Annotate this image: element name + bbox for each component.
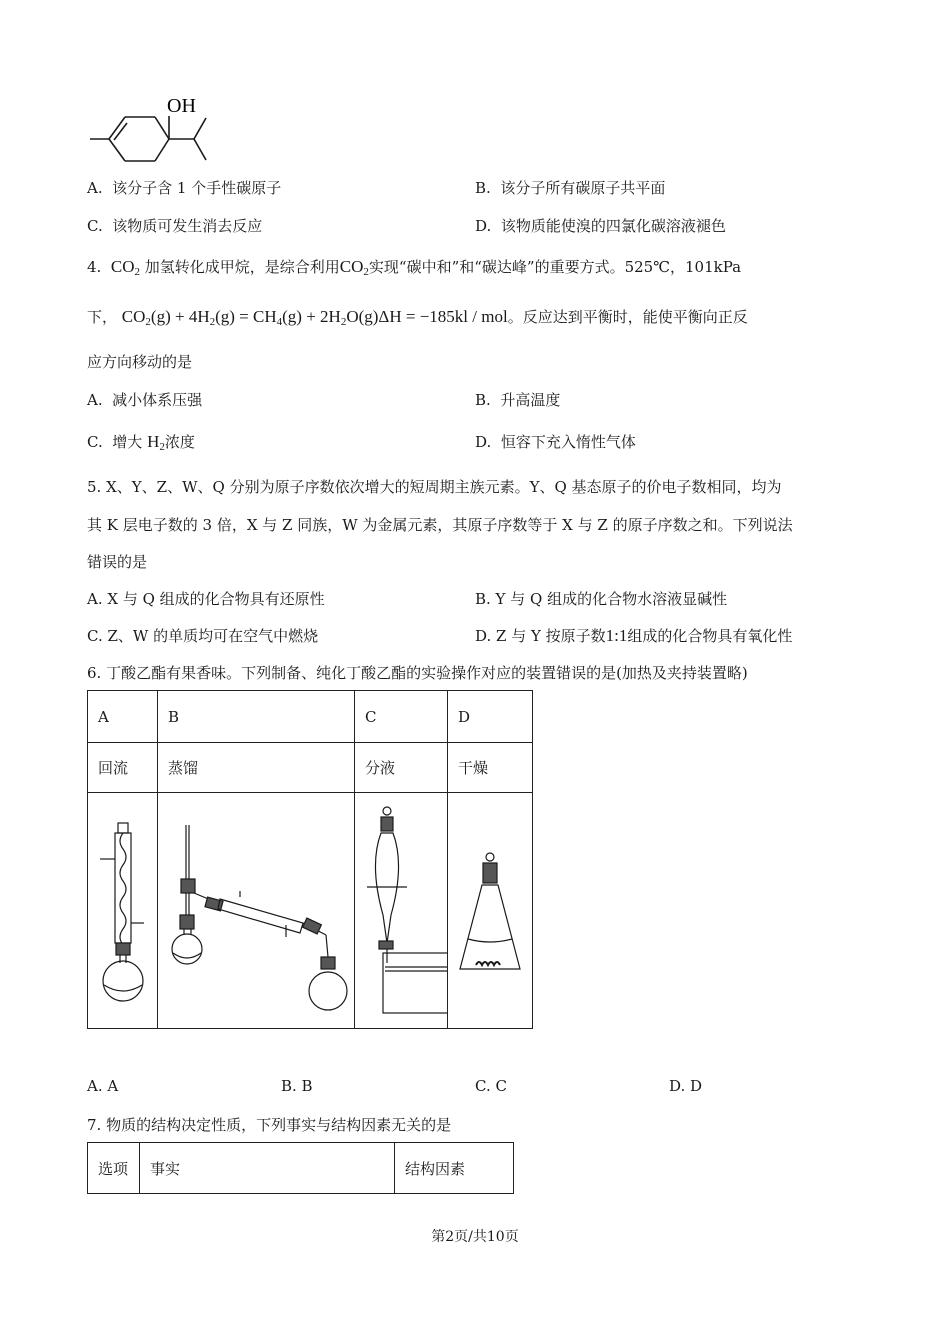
q6-option-c: C. C	[475, 1077, 507, 1095]
molecule-option-a: A. 该分子含 1 个手性碳原子	[87, 179, 282, 197]
table-row	[88, 743, 533, 793]
q4-option-c: C. 增大 $H_2$浓度	[87, 432, 195, 453]
reflux-condenser-icon	[88, 795, 157, 1027]
q4-line1: 4. $CO_2$ 加氢转化成甲烷，是综合利用$CO_2$实现“碳中和”和“碳达峰”的重要方式。525℃，101kPa	[87, 257, 742, 278]
q5-line2: 其 K 层电子数的 3 倍，X 与 Z 同族，W 为金属元素，其原子序数等于 X 与 Z 的原子序数之和。下列说法	[87, 516, 793, 534]
q6-apparatus-table	[87, 690, 533, 1029]
q7-table	[87, 1142, 514, 1194]
apparatus-d-cell	[448, 793, 533, 1029]
header-d: D	[448, 691, 533, 743]
header-b: B	[158, 691, 355, 743]
molecule-option-d: D. 该物质能使溴的四氯化碳溶液褪色	[475, 217, 726, 235]
table-row	[88, 1143, 514, 1194]
oh-label: OH	[167, 95, 196, 117]
table-row	[88, 793, 533, 1029]
q5-line3: 错误的是	[87, 553, 148, 571]
q4-line3: 应方向移动的是	[87, 353, 193, 371]
header-c: C	[355, 691, 448, 743]
q6-option-b: B. B	[281, 1077, 313, 1095]
q7-header-fact: 事实	[140, 1143, 395, 1194]
molecule-option-b: B. 该分子所有碳原子共平面	[475, 179, 666, 197]
q5-option-c: C. Z、W 的单质均可在空气中燃烧	[87, 627, 319, 645]
operation-d: 干燥	[448, 743, 533, 793]
q5-line1: 5. X、Y、Z、W、Q 分别为原子序数依次增大的短周期主族元素。Y、Q 基态原子的价电子数相同，均为	[87, 478, 782, 496]
q6-question: 6. 丁酸乙酯有果香味。下列制备、纯化丁酸乙酯的实验操作对应的装置错误的是(加热及夹持装置略)	[87, 664, 748, 682]
distillation-setup-icon	[158, 795, 354, 1027]
q4-option-d: D. 恒容下充入惰性气体	[475, 433, 636, 451]
operation-b: 蒸馏	[158, 743, 355, 793]
header-a: A	[88, 691, 158, 743]
q4-option-b: B. 升高温度	[475, 391, 561, 409]
apparatus-c-cell	[355, 793, 448, 1029]
q6-option-d: D. D	[669, 1077, 703, 1095]
q7-header-option: 选项	[88, 1143, 140, 1194]
q5-option-a: A. X 与 Q 组成的化合物具有还原性	[87, 590, 325, 608]
q4-option-a: A. 减小体系压强	[87, 391, 203, 409]
q5-option-b: B. Y 与 Q 组成的化合物水溶液显碱性	[475, 590, 728, 608]
q7-question: 7. 物质的结构决定性质，下列事实与结构因素无关的是	[87, 1116, 452, 1134]
separatory-funnel-icon	[355, 795, 447, 1027]
q6-option-a: A. A	[87, 1077, 119, 1095]
apparatus-a-cell	[88, 793, 158, 1029]
molecule-svg	[85, 92, 225, 172]
molecule-option-c: C. 该物质可发生消去反应	[87, 217, 263, 235]
q4-line2: 下， $CO_2(g) + 4H_2(g) = CH_4(g) + 2H_2O(g)\Delta H = -185kl$ / mol。反应达到平衡时，能使平衡向正反	[87, 307, 748, 328]
q7-header-structure: 结构因素	[395, 1143, 514, 1194]
q5-option-d: D. Z 与 Y 按原子数1:1组成的化合物具有氧化性	[475, 626, 793, 645]
drying-flask-icon	[448, 795, 532, 1027]
molecule-bonds	[90, 116, 206, 161]
operation-c: 分液	[355, 743, 448, 793]
operation-a: 回流	[88, 743, 158, 793]
molecule-structure	[85, 92, 225, 172]
apparatus-b-cell	[158, 793, 355, 1029]
table-row	[88, 691, 533, 743]
q4-equation: $CO_2(g) + 4H_2(g) = CH_4(g) + 2H_2O(g)\Delta H = -185kl$ / mol	[121, 307, 508, 328]
page-footer: 第2页/共10页	[431, 1229, 519, 1245]
